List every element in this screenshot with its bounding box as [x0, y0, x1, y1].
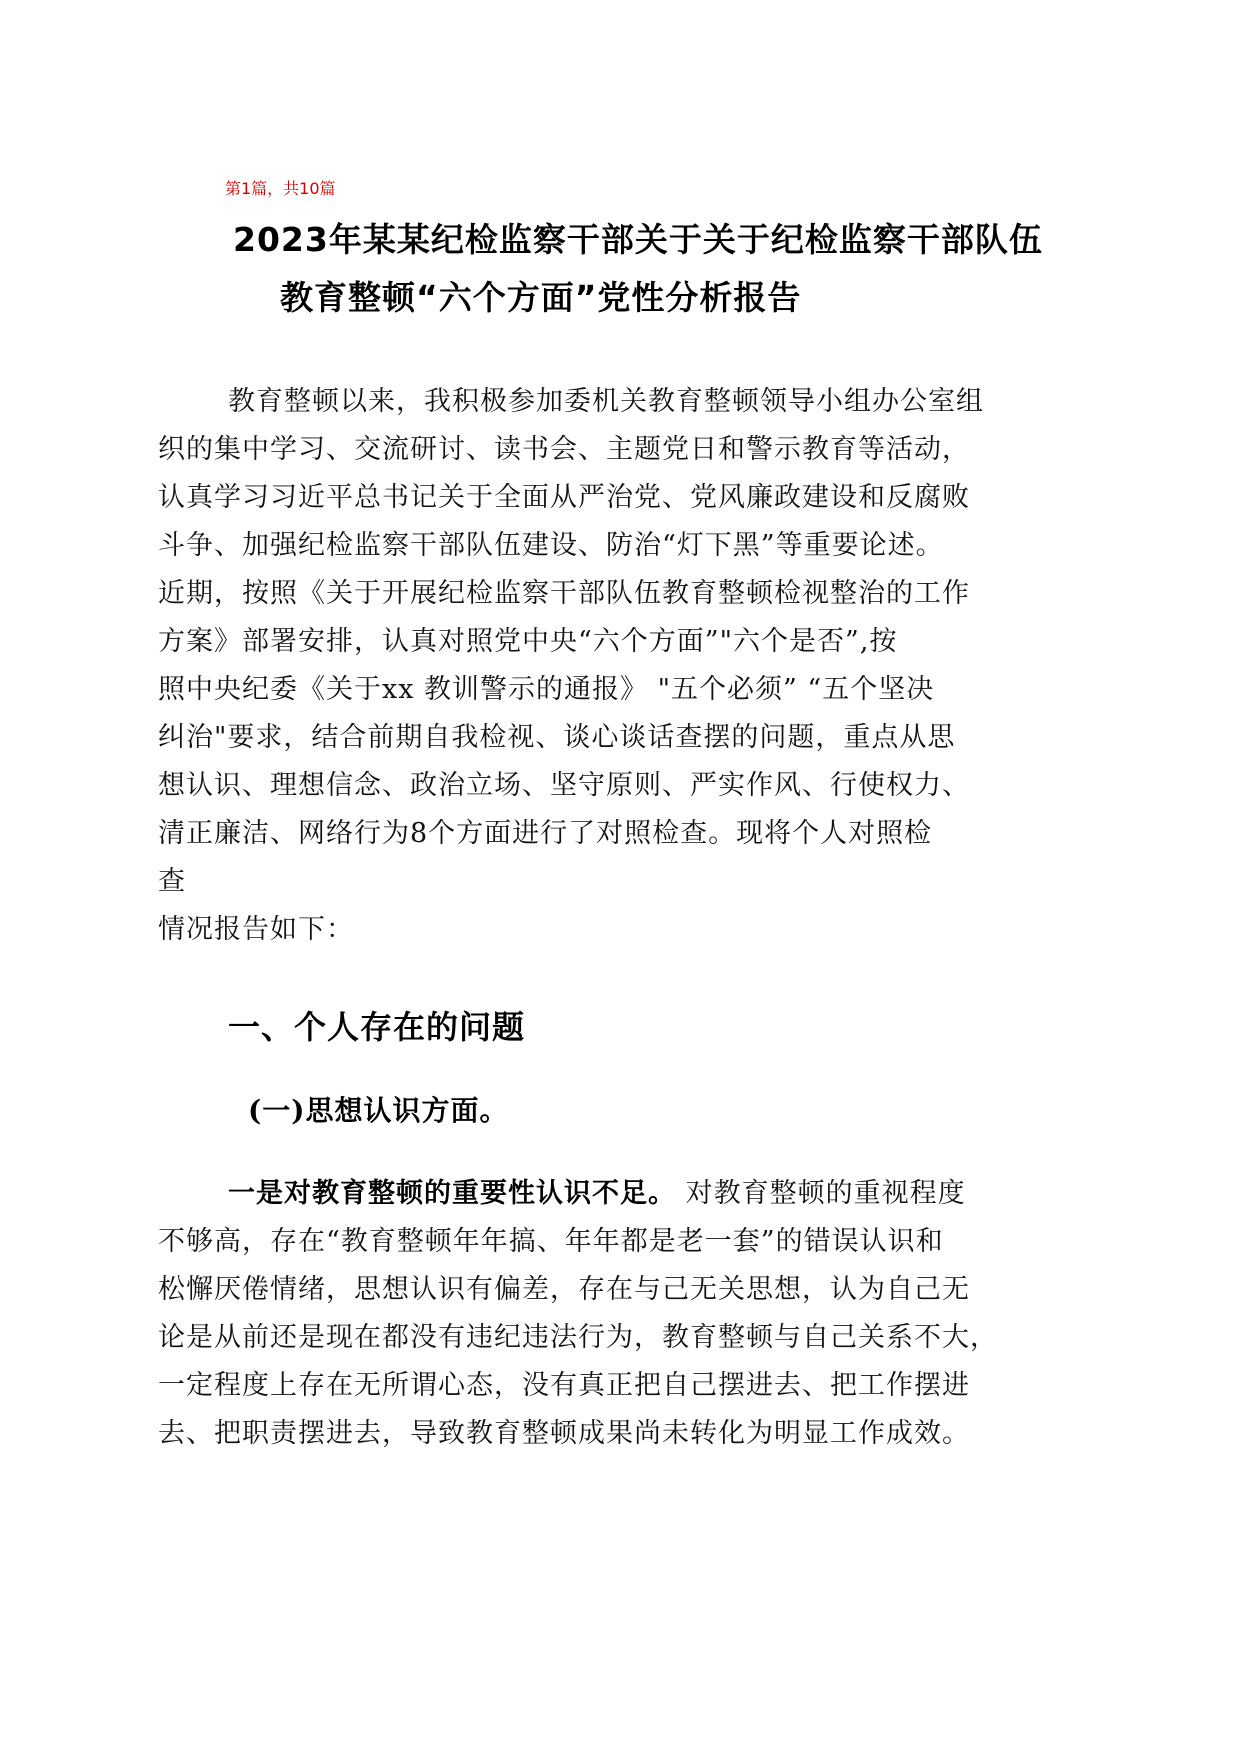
section-line: 论是从前还是现在都没有违纪违法行为，教育整顿与自己关系不大，	[158, 1322, 998, 1353]
section-lead-line	[158, 1170, 1088, 1218]
lead-rest-text: 对教育整顿的重视程度	[676, 1178, 966, 1209]
document-title-line-2: 教育整顿“六个方面”党性分析报告	[280, 278, 802, 317]
intro-line: 查	[158, 866, 186, 897]
section-line: 一定程度上存在无所谓心态，没有真正把自己摆进去、把工作摆进	[158, 1370, 970, 1401]
intro-line: 清正廉洁、网络行为8个方面进行了对照检查。现将个人对照检	[158, 818, 933, 849]
intro-line: 方案》部署安排，认真对照党中央“六个方面”"六个是否”,按	[158, 626, 898, 657]
lead-bold-text: 一是对教育整顿的重要性认识不足。	[228, 1178, 676, 1209]
intro-paragraph	[158, 378, 1078, 954]
intro-line: 织的集中学习、交流研讨、读书会、主题党日和警示教育等活动，	[158, 434, 970, 465]
section-paragraph	[158, 1170, 1088, 1458]
intro-line: 照中央纪委《关于xx 教训警示的通报》 "五个必须” “五个坚决	[158, 674, 935, 705]
intro-line: 教育整顿以来，我积极参加委机关教育整顿领导小组办公室组	[228, 386, 984, 417]
document-title-line-1: 2023年某某纪检监察干部关于关于纪检监察干部队伍	[233, 220, 1043, 259]
intro-line: 情况报告如下：	[158, 914, 354, 945]
section-line: 松懈厌倦情绪，思想认识有偏差，存在与己无关思想，认为自己无	[158, 1274, 970, 1305]
intro-line: 近期，按照《关于开展纪检监察干部队伍教育整顿检视整治的工作	[158, 578, 970, 609]
intro-line: 想认识、理想信念、政治立场、坚守原则、严实作风、行使权力、	[158, 770, 970, 801]
section-line: 不够高，存在“教育整顿年年搞、年年都是老一套”的错误认识和	[158, 1226, 944, 1257]
section-line: 去、把职责摆进去，导致教育整顿成果尚未转化为明显工作成效。	[158, 1418, 970, 1449]
intro-line: 认真学习习近平总书记关于全面从严治党、党风廉政建设和反腐败	[158, 482, 970, 513]
intro-line: 斗争、加强纪检监察干部队伍建设、防治“灯下黑”等重要论述。	[158, 530, 944, 561]
intro-line: 纠治"要求，结合前期自我检视、谈心谈话查摆的问题，重点从思	[158, 722, 956, 753]
section-heading: 一、个人存在的问题	[228, 1008, 526, 1046]
page-marker: 第1篇，共10篇	[225, 179, 336, 198]
section-subheading: (一)思想认识方面。	[248, 1094, 509, 1127]
